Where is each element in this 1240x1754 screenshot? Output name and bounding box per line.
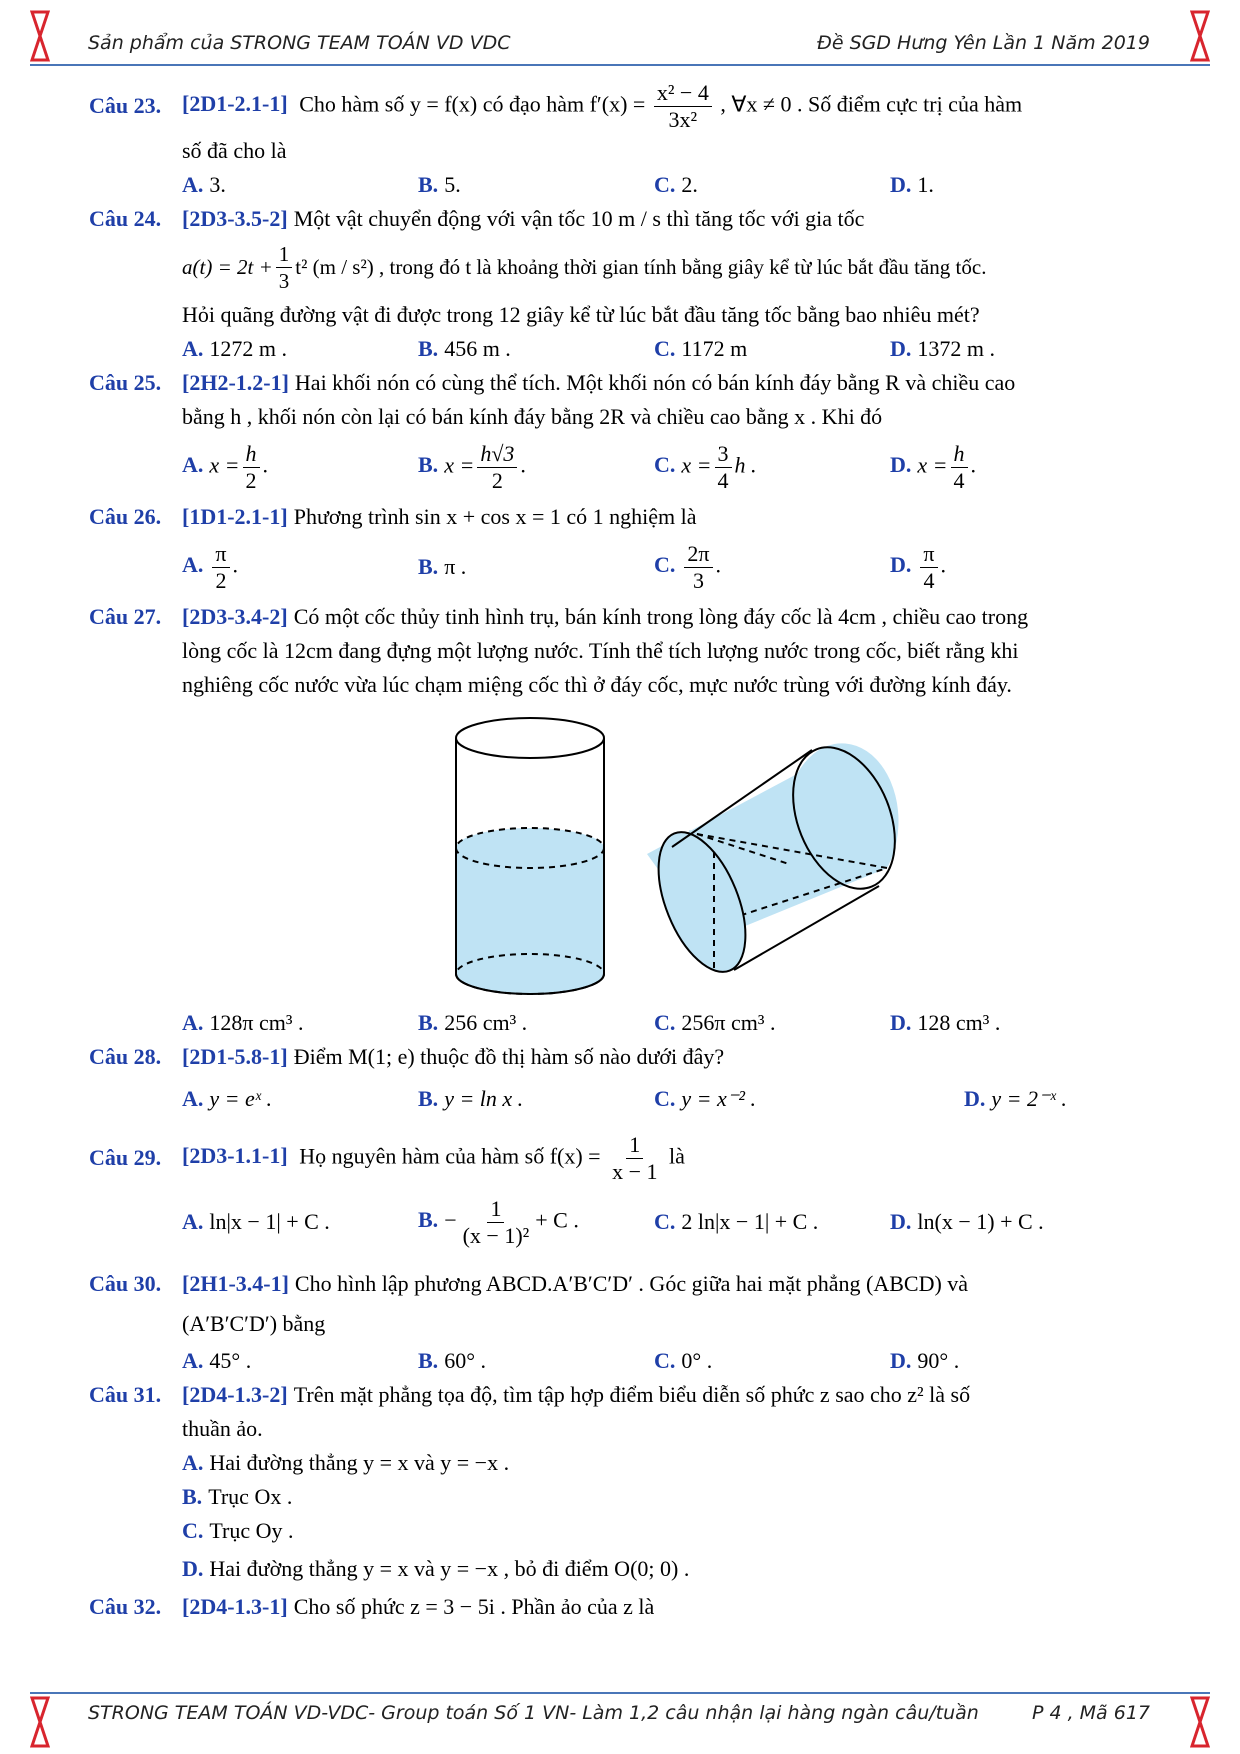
derivative-fraction: $\frac{\text{x² − 4}}{\text{3x²}}$ — [654, 80, 712, 133]
question-tag: [2D4-1.3-1] — [182, 1594, 288, 1619]
hourglass-icon-top-left — [30, 10, 50, 62]
option-b[interactable]: B. − $\frac{1}{\text{(x − 1)²}}$ + C . — [418, 1195, 579, 1248]
option-b[interactable]: B. 5. — [418, 172, 461, 197]
option-d[interactable]: D. 1. — [890, 172, 934, 197]
question-number: Câu 28. — [89, 1044, 162, 1069]
question-text-cont: Hỏi quãng đường vật đi được trong 12 giây kể từ lúc bắt đầu tăng tốc bằng bao nhiêu mét? — [182, 302, 980, 327]
option-c[interactable]: C. $\frac{2\pi}{3}$ . — [654, 540, 721, 593]
function-fraction: $\frac{1}{x - 1}$ — [612, 1131, 658, 1184]
question-tag: [2H1-3.4-1] — [182, 1271, 289, 1296]
question-text: Một vật chuyển động với vận tốc 10 m / s thì tăng tốc với gia tốc — [293, 206, 865, 231]
answer-options — [89, 168, 1154, 202]
option-c[interactable]: C. 1172 m — [654, 336, 748, 361]
question-text: Điểm M(1; e) thuộc đồ thị hàm số nào dưới đây? — [293, 1044, 725, 1069]
option-b[interactable]: B. 60° . — [418, 1348, 486, 1373]
question-text-cont: (A′B′C′D′) bằng — [182, 1311, 326, 1336]
question-number: Câu 32. — [89, 1594, 162, 1619]
option-c[interactable]: C. 0° . — [654, 1348, 713, 1373]
answer-options — [89, 434, 1154, 500]
answer-options — [89, 332, 1154, 366]
question-30 — [89, 1264, 1154, 1378]
header-left-text: Sản phẩm của STRONG TEAM TOÁN VD VDC — [88, 32, 511, 54]
option-c[interactable]: C. Trục Oy . — [182, 1518, 294, 1543]
question-number: Câu 23. — [89, 93, 162, 118]
option-d[interactable]: D. ln(x − 1) + C . — [890, 1209, 1044, 1234]
question-number: Câu 29. — [89, 1145, 162, 1170]
hourglass-icon-top-right — [1190, 10, 1210, 62]
question-number: Câu 30. — [89, 1271, 162, 1296]
question-text: Họ nguyên hàm của hàm số f(x) = — [299, 1143, 601, 1169]
answer-options — [89, 1186, 1154, 1258]
option-a[interactable]: A. ln|x − 1| + C . — [182, 1209, 330, 1234]
question-text: Trên mặt phẳng tọa độ, tìm tập hợp điểm biểu diễn số phức z sao cho z² là số — [293, 1382, 971, 1407]
option-c[interactable]: C. x = $\frac{3}{4}$ h . — [654, 440, 757, 493]
question-tag: [1D1-2.1-1] — [182, 504, 288, 529]
question-text-tail: , ∀x ≠ 0 . Số điểm cực trị của hàm — [720, 91, 1023, 117]
cylinder-cups-illustration — [89, 702, 1154, 1006]
page-footer — [88, 1700, 1150, 1730]
question-text: Cho số phức z = 3 − 5i . Phần ảo của z là — [293, 1594, 655, 1619]
question-28 — [89, 1040, 1154, 1124]
question-text: Cho hình lập phương ABCD.A′B′C′D′ . Góc giữa hai mặt phẳng (ABCD) và — [294, 1271, 969, 1296]
question-text-cont: số đã cho là — [182, 138, 287, 163]
tilted-cup — [641, 732, 914, 984]
footer-page-number: P 4 , Mã 617 — [1031, 1702, 1150, 1724]
question-32 — [89, 1590, 1154, 1624]
question-31 — [89, 1378, 1154, 1586]
option-d[interactable]: D. Hai đường thẳng y = x và y = −x , bỏ đi điểm O(0; 0) . — [182, 1556, 690, 1581]
hourglass-icon-bottom-left — [30, 1696, 50, 1748]
option-d[interactable]: D. y = 2⁻ˣ . — [964, 1086, 1067, 1111]
answer-options — [89, 1074, 1154, 1124]
acceleration-formula: a(t) = 2t + $\frac{1}{3}$ t² (m / s²) , trong đó t là khoảng thời gian tính bằng giây kể từ lúc bắt đầu tăng tốc. — [182, 241, 987, 293]
question-text-cont-2: nghiêng cốc nước vừa lúc chạm miệng cốc thì ở đáy cốc, mực nước trùng với đường kính đáy. — [182, 672, 1012, 697]
question-number: Câu 31. — [89, 1382, 162, 1407]
option-a[interactable]: A. 128π cm³ . — [182, 1010, 304, 1035]
option-a[interactable]: A. 45° . — [182, 1348, 252, 1373]
option-c[interactable]: C. 2. — [654, 172, 698, 197]
option-c[interactable]: C. 256π cm³ . — [654, 1010, 776, 1035]
upright-cup — [456, 718, 604, 994]
option-a[interactable]: A. y = eˣ . — [182, 1086, 272, 1111]
question-27 — [89, 600, 1154, 1040]
question-26 — [89, 500, 1154, 600]
question-tag: [2D1-2.1-1] — [182, 91, 288, 117]
cup-figure — [89, 702, 1154, 1006]
question-29: Câu 29. [2D3-1.1-1] Họ nguyên hàm của hàm số f(x) = $\frac{1}{x - 1}$ là A. ln|x − 1| + C . B. − $\frac{1}{\text{(x − 1)²}}$ + C . C. 2 ln|x − 1| + C . D. ln(x − 1) + C . — [89, 1130, 1154, 1258]
question-tag: [2D3-3.4-2] — [182, 604, 288, 629]
question-text-cont: thuần ảo. — [182, 1416, 263, 1441]
option-d[interactable]: D. x = $\frac{h}{4}$ . — [890, 440, 977, 493]
question-number: Câu 26. — [89, 504, 162, 529]
exam-content — [89, 79, 1154, 1624]
question-tag: [2D3-1.1-1] — [182, 1143, 288, 1169]
option-b[interactable]: B. y = ln x . — [418, 1086, 524, 1111]
answer-options — [89, 1006, 1154, 1040]
footer-rule — [30, 1692, 1210, 1694]
option-b[interactable]: B. π . — [418, 554, 467, 579]
question-text: Có một cốc thủy tinh hình trụ, bán kính trong lòng đáy cốc là 4cm , chiều cao trong — [293, 604, 1029, 629]
header-rule — [30, 64, 1210, 66]
option-d[interactable]: D. 128 cm³ . — [890, 1010, 1001, 1035]
option-c[interactable]: C. y = x⁻² . — [654, 1086, 756, 1111]
question-number: Câu 27. — [89, 604, 162, 629]
answer-options — [89, 1446, 1154, 1586]
question-23 — [89, 79, 1154, 202]
question-tag: [2D3-3.5-2] — [182, 206, 288, 231]
question-number: Câu 24. — [89, 206, 162, 231]
option-a[interactable]: A. $\frac{\pi}{2}$ . — [182, 540, 238, 593]
question-text: Phương trình sin x + cos x = 1 có 1 nghiệm là — [293, 504, 697, 529]
question-text: Cho hàm số y = f(x) có đạo hàm f′(x) = — [299, 91, 646, 117]
question-number: Câu 25. — [89, 370, 162, 395]
answer-options — [89, 1344, 1154, 1378]
answer-options — [89, 534, 1154, 600]
footer-left-text: STRONG TEAM TOÁN VD-VDC- Group toán Số 1 VN- Làm 1,2 câu nhận lại hàng ngàn câu/tuần — [88, 1702, 979, 1724]
hourglass-icon-bottom-right — [1190, 1696, 1210, 1748]
option-d[interactable]: D. 1372 m . — [890, 336, 996, 361]
option-a[interactable]: A. 1272 m . — [182, 336, 288, 361]
question-text-cont-1: lòng cốc là 12cm đang đựng một lượng nước. Tính thể tích lượng nước trong cốc, biết rằng khi — [182, 638, 1019, 663]
page-header — [88, 30, 1150, 60]
option-d[interactable]: D. 90° . — [890, 1348, 960, 1373]
option-a[interactable]: A. x = $\frac{h}{2}$ . — [182, 440, 269, 493]
option-a[interactable]: A. Hai đường thẳng y = x và y = −x . — [182, 1450, 510, 1475]
question-tag: [2D4-1.3-2] — [182, 1382, 288, 1407]
header-right-text: Đề SGD Hưng Yên Lần 1 Năm 2019 — [817, 32, 1150, 54]
option-b[interactable]: B. Trục Ox . — [182, 1484, 293, 1509]
question-text-cont: bằng h , khối nón còn lại có bán kính đáy bằng 2R và chiều cao bằng x . Khi đó — [182, 404, 883, 429]
question-25 — [89, 366, 1154, 500]
option-b[interactable]: B. 456 m . — [418, 336, 511, 361]
option-c[interactable]: C. 2 ln|x − 1| + C . — [654, 1209, 819, 1234]
option-a[interactable]: A. 3. — [182, 172, 226, 197]
question-tag: [2D1-5.8-1] — [182, 1044, 288, 1069]
question-tag: [2H2-1.2-1] — [182, 370, 289, 395]
question-text: Hai khối nón có cùng thể tích. Một khối nón có bán kính đáy bằng R và chiều cao — [294, 370, 1016, 395]
option-b[interactable]: B. 256 cm³ . — [418, 1010, 528, 1035]
option-d[interactable]: D. $\frac{\pi}{4}$ . — [890, 540, 946, 593]
option-b[interactable]: B. x = $\frac{h√3}{2}$ . — [418, 440, 526, 493]
question-24 — [89, 202, 1154, 366]
